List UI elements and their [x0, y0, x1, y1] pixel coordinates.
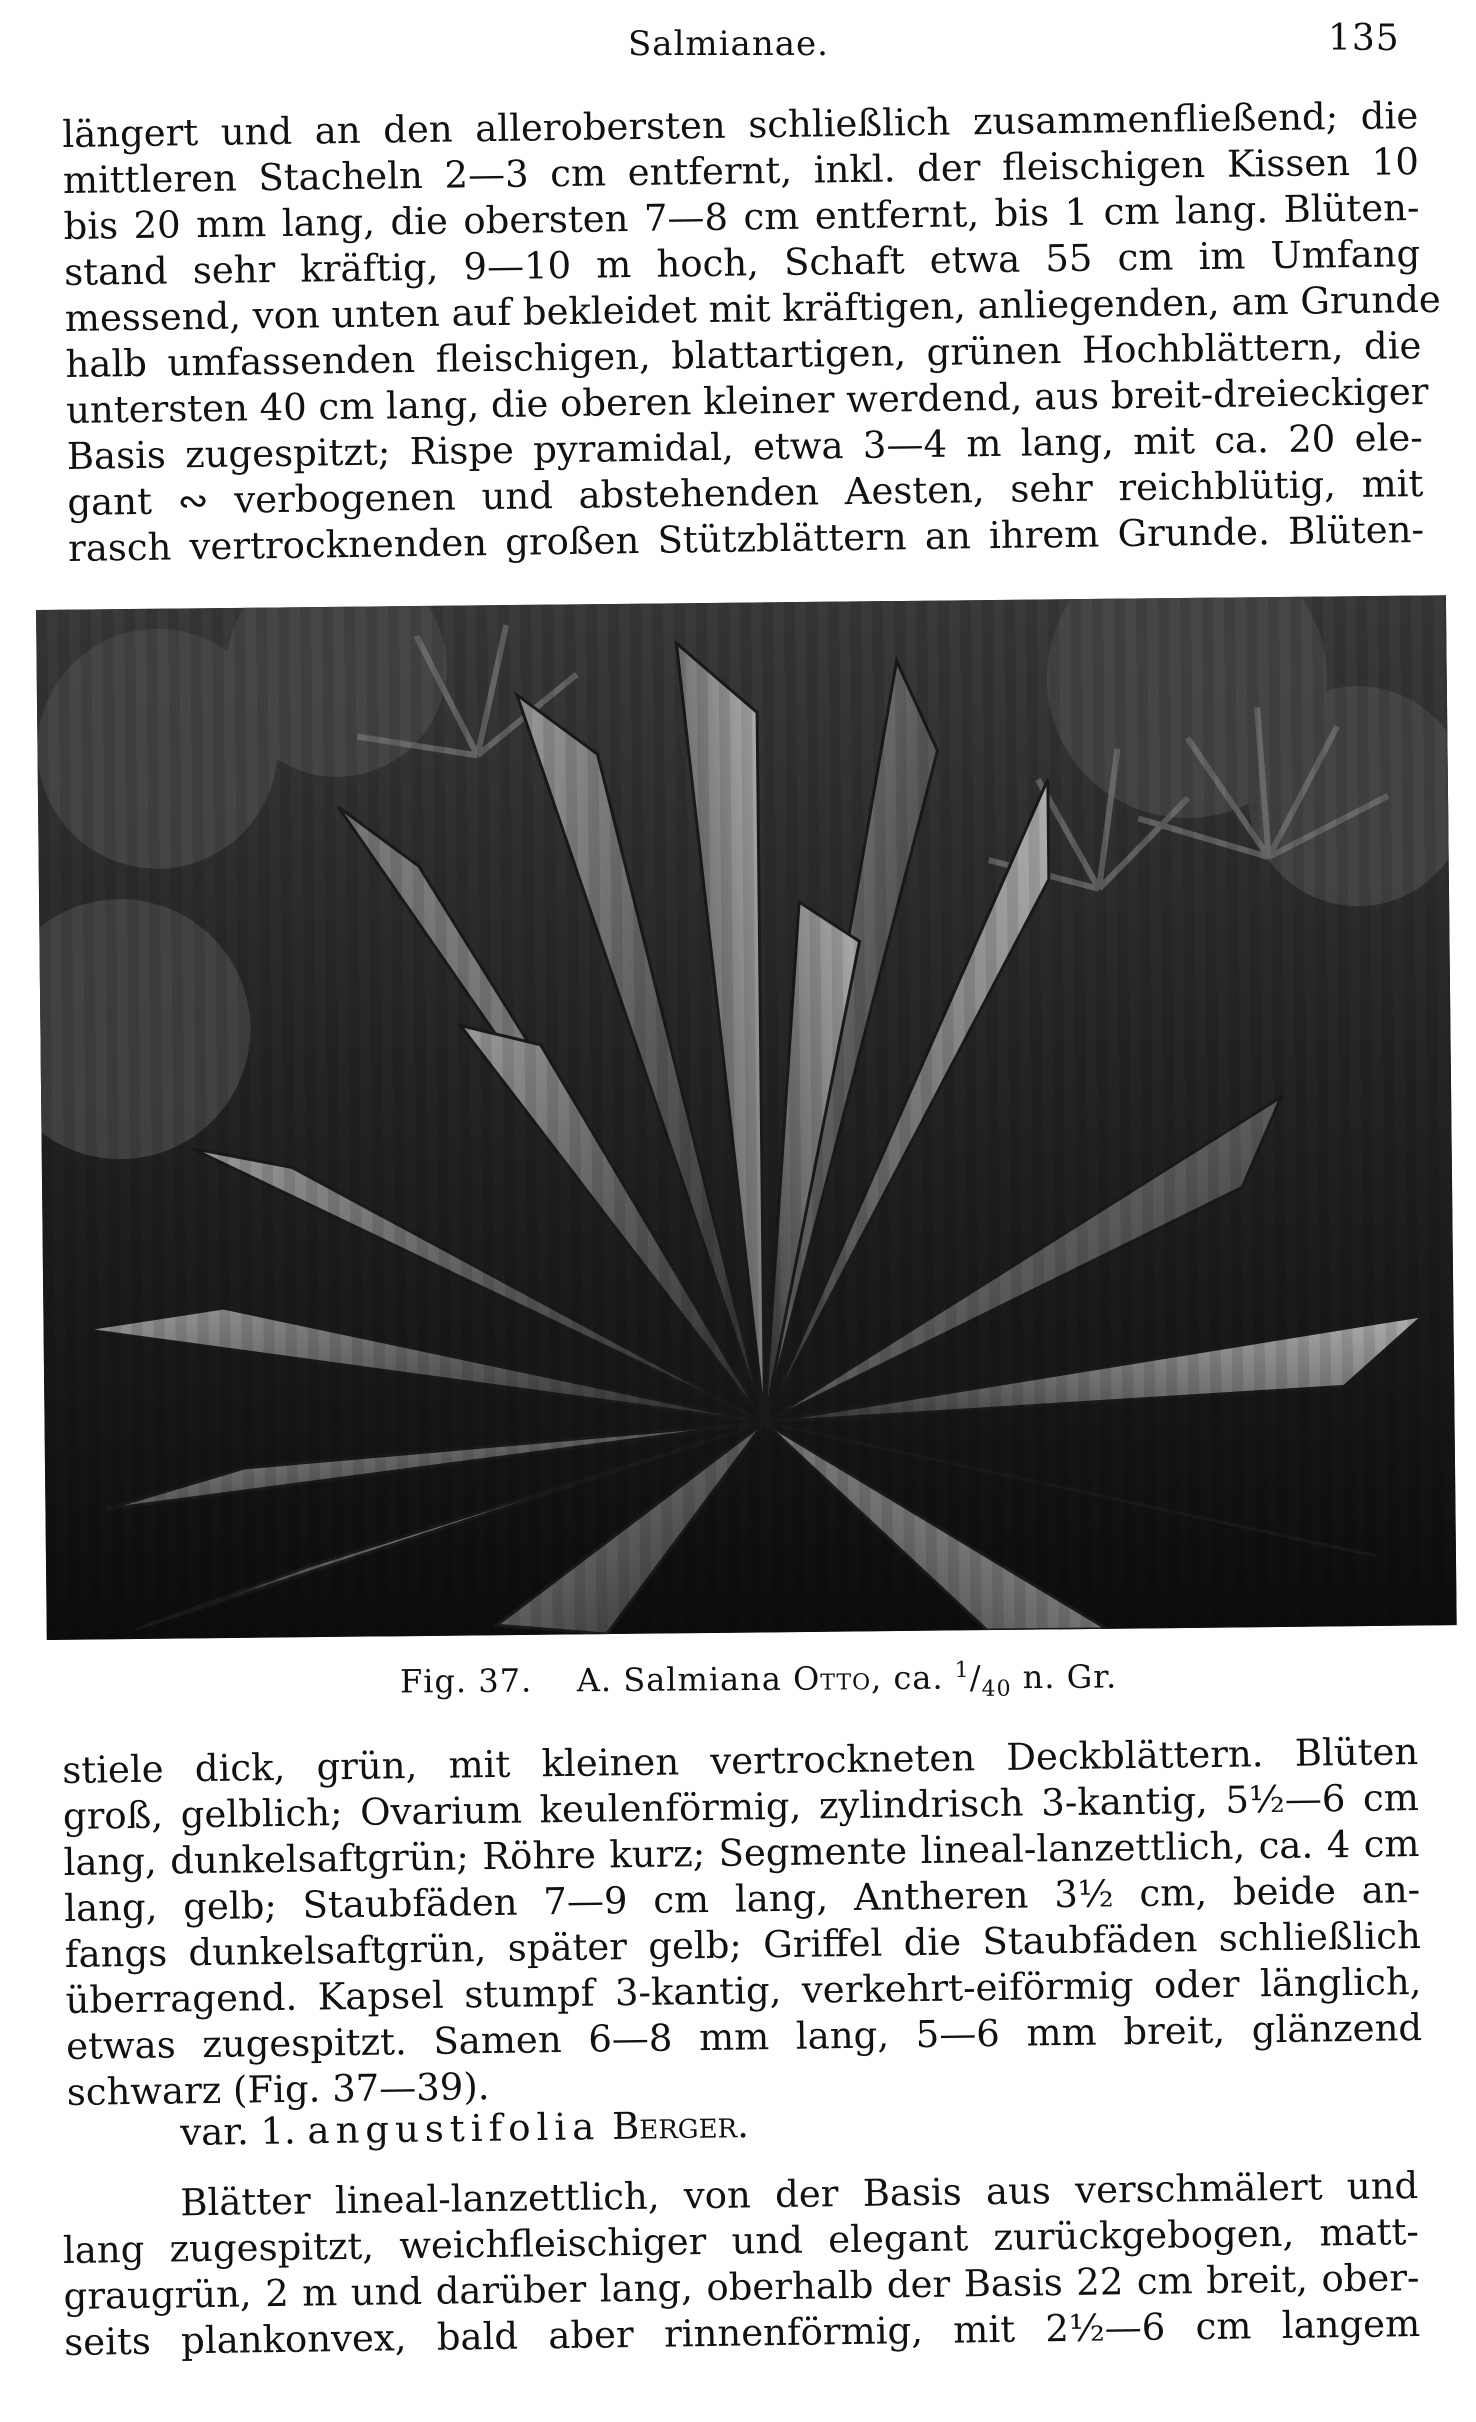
top-paragraph	[62, 93, 1442, 572]
text-line: untersten 40 cm lang, die oberen kleiner werdend, aus breit-dreieckiger	[65, 369, 1429, 432]
figure-caption	[400, 1657, 1117, 1700]
text-line: etwas zugespitzt. Samen 6—8 mm lang, 5—6 mm breit, glänzend	[65, 2006, 1423, 2068]
variety-label: var. 1.	[180, 2109, 297, 2154]
caption-scale-post: n. Gr.	[1011, 1657, 1118, 1697]
text-line: messend, von unten auf bekleidet mit kräftigen, anliegenden, am Grunde	[64, 277, 1442, 340]
agave-photo-illustration	[36, 595, 1457, 1640]
text-line: lang, dunkelsaftgrün; Röhre kurz; Segmente lineal-lanzettlich, ca. 4 cm	[63, 1822, 1420, 1884]
variety-description	[62, 2163, 1420, 2366]
text-line: bis 20 mm lang, die obersten 7—8 cm entfernt, bis 1 cm lang. Blüten-	[63, 186, 1420, 248]
text-line: graugrün, 2 m und darüber lang, oberhalb der Basis 22 cm breit, ober-	[63, 2256, 1420, 2318]
caption-prefix: Fig. 37.	[399, 1661, 533, 1701]
text-line: Blätter lineal-lanzettlich, von der Basis aus verschmälert und	[180, 2164, 1419, 2225]
text-line: überragend. Kapsel stumpf 3-kantig, verkehrt-eiförmig oder länglich,	[65, 1960, 1422, 2022]
text-line: Basis zugespitzt; Rispe pyramidal, etwa 3—4 m lang, mit ca. 20 ele-	[66, 416, 1423, 478]
bottom-paragraph	[62, 1729, 1423, 2116]
page-number: 135	[1328, 18, 1400, 59]
caption-scale-denominator: 40	[981, 1676, 1012, 1702]
text-line: lang, gelb; Staubfäden 7—9 cm lang, Antheren 3½ cm, beide an-	[63, 1868, 1421, 1930]
text-line: fangs dunkelsaftgrün, später gelb; Griffel die Staubfäden schließlich	[64, 1914, 1422, 1976]
caption-species: A. Salmiana	[576, 1659, 783, 1700]
text-line: halb umfassenden fleischigen, blattartigen, grünen Hochblättern, die	[65, 324, 1422, 386]
text-line: lang zugespitzt, weichfleischiger und elegant zurückgebogen, matt-	[62, 2210, 1420, 2272]
figure-37	[36, 595, 1457, 1640]
text-line: groß, gelblich; Ovarium keulenförmig, zylindrisch 3-kantig, 5½—6 cm	[62, 1776, 1420, 1838]
agave-photograph	[36, 595, 1457, 1640]
variety-author: Berger.	[611, 2103, 750, 2148]
caption-scale-pre: , ca.	[870, 1658, 955, 1698]
running-title: Salmianae.	[628, 24, 829, 64]
text-line: mittleren Stacheln 2—3 cm entfernt, inkl. der fleischigen Kissen 10	[62, 140, 1420, 202]
running-head	[0, 12, 1476, 62]
caption-author: Otto	[792, 1659, 872, 1698]
text-line: seits plankonvex, bald aber rinnenförmig, mit 2½—6 cm langem	[63, 2302, 1421, 2364]
text-line: stiele dick, grün, mit kleinen vertrockneten Deckblättern. Blüten	[62, 1730, 1419, 1792]
variety-name: angustifolia	[307, 2105, 601, 2153]
caption-scale-slash: /	[969, 1658, 982, 1697]
text-line: schwarz (Fig. 37—39).	[66, 2065, 490, 2114]
text-line: stand sehr kräftig, 9—10 m hoch, Schaft etwa 55 cm im Umfang	[63, 232, 1421, 294]
caption-scale-numerator: 1	[954, 1657, 970, 1683]
text-line: längert und an den allerobersten schließlich zusammenfließend; die	[62, 94, 1419, 156]
text-line: rasch vertrocknenden großen Stützblättern an ihrem Grunde. Blüten-	[67, 508, 1425, 570]
text-line: gant ∾ verbogenen und abstehenden Aesten, sehr reichblütig, mit	[67, 462, 1424, 524]
